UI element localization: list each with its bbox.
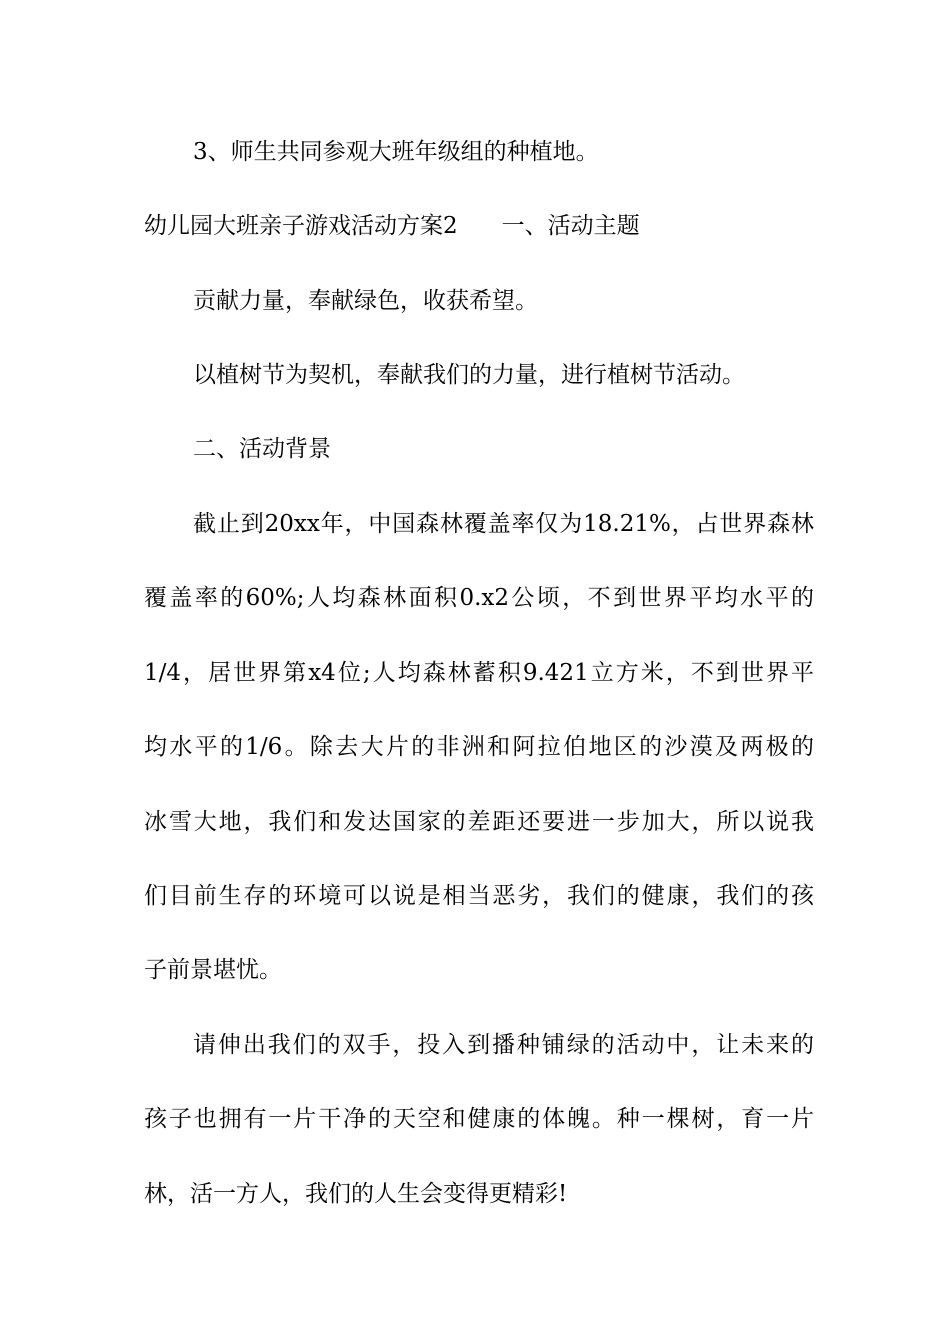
paragraph-line: 截止到20xx年，中国森林覆盖率仅为18.21%，占世界森林 [193,511,814,537]
heading-activity-theme: 一、活动主题 [501,213,640,239]
section-title-line [144,211,814,241]
paragraph-line: 1/4，居世界第x4位;人均森林蓄积9.421立方米，不到世界平 [144,660,814,686]
paragraph-line: 子前景堪忧。 [144,957,282,983]
paragraph-line: 们目前生存的环境可以说是相当恶劣，我们的健康，我们的孩 [144,883,814,909]
theme-description: 以植树节为契机，奉献我们的力量，进行植树节活动。 [193,362,745,388]
theme-slogan: 贡献力量，奉献绿色，收获希望。 [193,288,538,314]
heading-activity-background: 二、活动背景 [193,436,331,462]
paragraph-line: 请伸出我们的双手，投入到播种铺绿的活动中，让未来的 [193,1032,814,1058]
list-item-3: 3、师生共同参观大班年级组的种植地。 [193,139,599,165]
paragraph-line: 孩子也拥有一片干净的天空和健康的体魄。种一棵树，育一片 [144,1106,814,1132]
paragraph-line: 林，活一方人，我们的人生会变得更精彩! [144,1181,568,1207]
document-title: 幼儿园大班亲子游戏活动方案2 [144,213,458,239]
paragraph-line: 覆盖率的60%;人均森林面积0.x2公顷，不到世界平均水平的 [144,585,814,611]
paragraph-line: 均水平的1/6。除去大片的非洲和阿拉伯地区的沙漠及两极的 [144,734,814,760]
paragraph-line: 冰雪大地，我们和发达国家的差距还要进一步加大，所以说我 [144,809,814,835]
